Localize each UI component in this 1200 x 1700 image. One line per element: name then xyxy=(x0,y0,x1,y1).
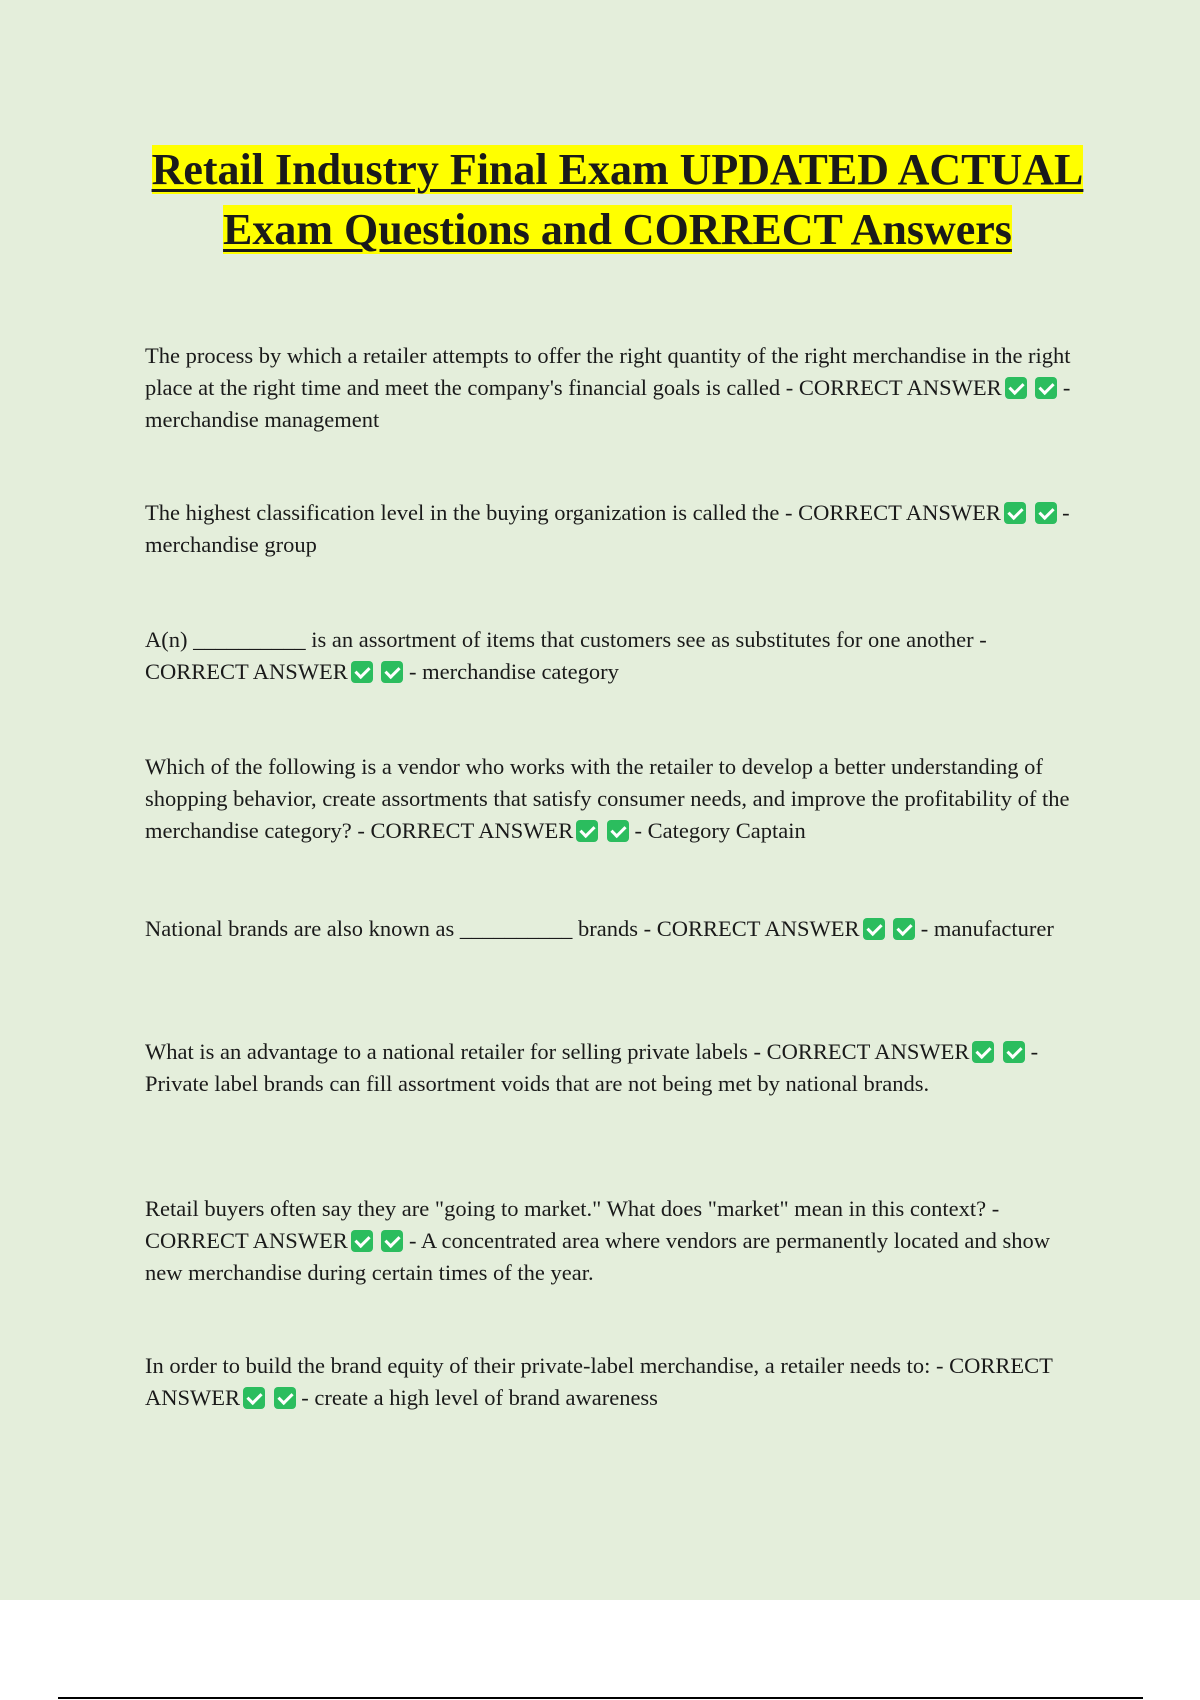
green-check-mark-icon xyxy=(274,1387,296,1409)
question-text: A(n) __________ is an assortment of items that customers see as substitutes for one another - xyxy=(145,627,987,652)
qa-item xyxy=(145,751,1090,847)
answer-label: CORRECT ANSWER xyxy=(145,1228,348,1253)
answer-label: CORRECT ANSWER xyxy=(766,1039,970,1064)
answer-label: CORRECT ANSWER xyxy=(145,1353,1053,1410)
qa-item xyxy=(145,340,1090,436)
document-title-text: Retail Industry Final Exam UPDATED ACTUAL Exam Questions and CORRECT Answers xyxy=(151,145,1084,254)
green-check-mark-icon xyxy=(863,918,885,940)
answer-text: - merchandise group xyxy=(145,500,1070,557)
question-text: The process by which a retailer attempts to offer the right quantity of the right merchandise in the right place at the right time and meet the company's financial goals is called - xyxy=(145,343,1071,400)
answer-text: - merchandise category xyxy=(409,659,619,684)
green-check-mark-icon xyxy=(351,661,373,683)
answer-text: - create a high level of brand awareness xyxy=(301,1385,658,1410)
question-text: National brands are also known as __________ brands - xyxy=(145,916,652,941)
green-check-mark-icon xyxy=(381,1230,403,1252)
answer-text: - merchandise management xyxy=(145,375,1071,432)
answer-text: - Private label brands can fill assortment voids that are not being met by national brands. xyxy=(145,1039,1039,1096)
answer-text: - Category Captain xyxy=(634,818,806,843)
qa-item xyxy=(145,624,1090,688)
green-check-mark-icon xyxy=(1035,502,1057,524)
green-check-mark-icon xyxy=(243,1387,265,1409)
qa-item xyxy=(145,1036,1090,1100)
answer-label: CORRECT ANSWER xyxy=(798,375,1002,400)
answer-label: CORRECT ANSWER xyxy=(145,659,348,684)
question-text: What is an advantage to a national retailer for selling private labels - xyxy=(145,1039,762,1064)
green-check-mark-icon xyxy=(893,918,915,940)
green-check-mark-icon xyxy=(1035,377,1057,399)
qa-item xyxy=(145,497,1090,561)
answer-text: - A concentrated area where vendors are permanently located and show new merchandise during certain times of the year. xyxy=(145,1228,1050,1285)
green-check-mark-icon xyxy=(607,820,629,842)
green-check-mark-icon xyxy=(381,661,403,683)
qa-item xyxy=(145,1193,1090,1289)
qa-item xyxy=(145,913,1090,945)
question-text: The highest classification level in the buying organization is called the - xyxy=(145,500,793,525)
green-check-mark-icon xyxy=(576,820,598,842)
question-text: Retail buyers often say they are "going to market." What does "market" mean in this context? - xyxy=(145,1196,1000,1221)
green-check-mark-icon xyxy=(1005,377,1027,399)
footer-divider xyxy=(58,1697,1143,1699)
answer-label: CORRECT ANSWER xyxy=(656,916,860,941)
green-check-mark-icon xyxy=(1004,502,1026,524)
document-title xyxy=(130,140,1105,260)
answer-text: - manufacturer xyxy=(920,916,1054,941)
green-check-mark-icon xyxy=(351,1230,373,1252)
green-check-mark-icon xyxy=(1003,1041,1025,1063)
question-text: Which of the following is a vendor who works with the retailer to develop a better understanding of shopping behavior, create assortments that satisfy consumer needs, and improve the profitability of the merchandise category? - xyxy=(145,754,1070,843)
answer-label: CORRECT ANSWER xyxy=(370,818,574,843)
qa-item xyxy=(145,1350,1090,1414)
answer-label: CORRECT ANSWER xyxy=(798,500,1001,525)
question-text: In order to build the brand equity of their private-label merchandise, a retailer needs to: - xyxy=(145,1353,944,1378)
green-check-mark-icon xyxy=(972,1041,994,1063)
